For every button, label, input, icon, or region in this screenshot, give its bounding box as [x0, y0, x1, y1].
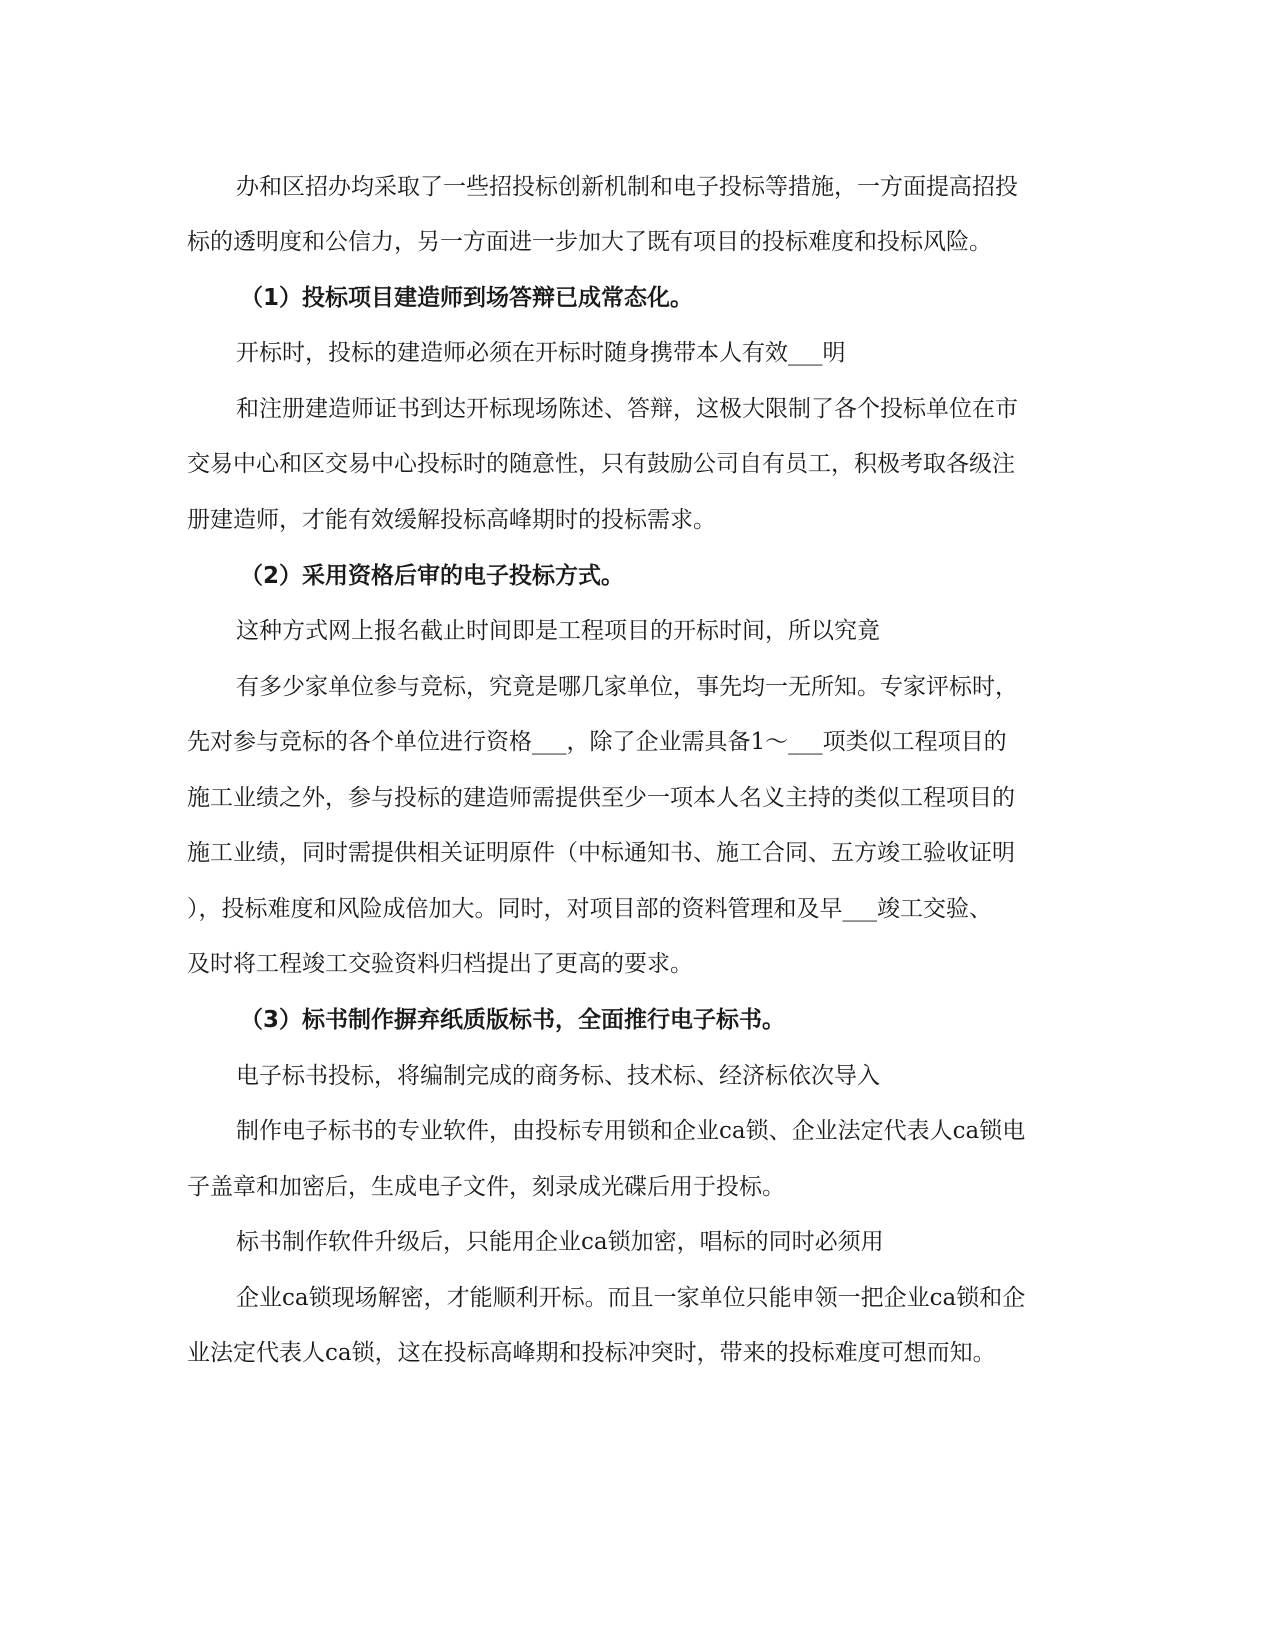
paragraph-line: 子盖章和加密后，生成电子文件，刻录成光碟后用于投标。: [187, 1174, 785, 1200]
paragraph-line: 和注册建造师证书到达开标现场陈述、答辩，这极大限制了各个投标单位在市: [236, 396, 1018, 422]
paragraph-line: 标的透明度和公信力，另一方面进一步加大了既有项目的投标难度和投标风险。: [187, 229, 992, 255]
paragraph-line: 及时将工程竣工交验资料归档提出了更高的要求。: [187, 951, 693, 977]
paragraph-line: 施工业绩，同时需提供相关证明原件（中标通知书、施工合同、五方竣工验收证明: [187, 840, 1015, 866]
paragraph-line: 业法定代表人ca锁，这在投标高峰期和投标冲突时，带来的投标难度可想而知。: [187, 1340, 996, 1366]
section-heading-3: （3）标书制作摒弃纸质版标书，全面推行电子标书。: [240, 1007, 786, 1033]
paragraph-line: 施工业绩之外，参与投标的建造师需提供至少一项本人名义主持的类似工程项目的: [187, 785, 1015, 811]
section-heading-1: （1）投标项目建造师到场答辩已成常态化。: [240, 285, 694, 311]
paragraph-line: ），投标难度和风险成倍加大。同时，对项目部的资料管理和及早___竣工交验、: [187, 896, 992, 922]
paragraph-line: 电子标书投标，将编制完成的商务标、技术标、经济标依次导入: [236, 1063, 880, 1089]
paragraph-line: 交易中心和区交易中心投标时的随意性，只有鼓励公司自有员工，积极考取各级注: [187, 451, 1015, 477]
section-heading-2: （2）采用资格后审的电子投标方式。: [240, 563, 625, 589]
paragraph-line: 企业ca锁现场解密，才能顺利开标。而且一家单位只能申领一把企业ca锁和企: [236, 1285, 1026, 1311]
paragraph-line: 先对参与竞标的各个单位进行资格___，除了企业需具备1～___项类似工程项目的: [187, 729, 1007, 755]
paragraph-line: 册建造师，才能有效缓解投标高峰期时的投标需求。: [187, 507, 716, 533]
paragraph-line: 制作电子标书的专业软件，由投标专用锁和企业ca锁、企业法定代表人ca锁电: [236, 1118, 1026, 1144]
paragraph-line: 办和区招办均采取了一些招投标创新机制和电子投标等措施，一方面提高招投: [236, 174, 1018, 200]
paragraph-line: 这种方式网上报名截止时间即是工程项目的开标时间，所以究竟: [236, 618, 880, 644]
paragraph-line: 标书制作软件升级后，只能用企业ca锁加密，唱标的同时必须用: [236, 1229, 884, 1255]
paragraph-line: 开标时，投标的建造师必须在开标时随身携带本人有效___明: [236, 340, 846, 366]
paragraph-line: 有多少家单位参与竞标，究竟是哪几家单位，事先均一无所知。专家评标时，: [236, 674, 1018, 700]
